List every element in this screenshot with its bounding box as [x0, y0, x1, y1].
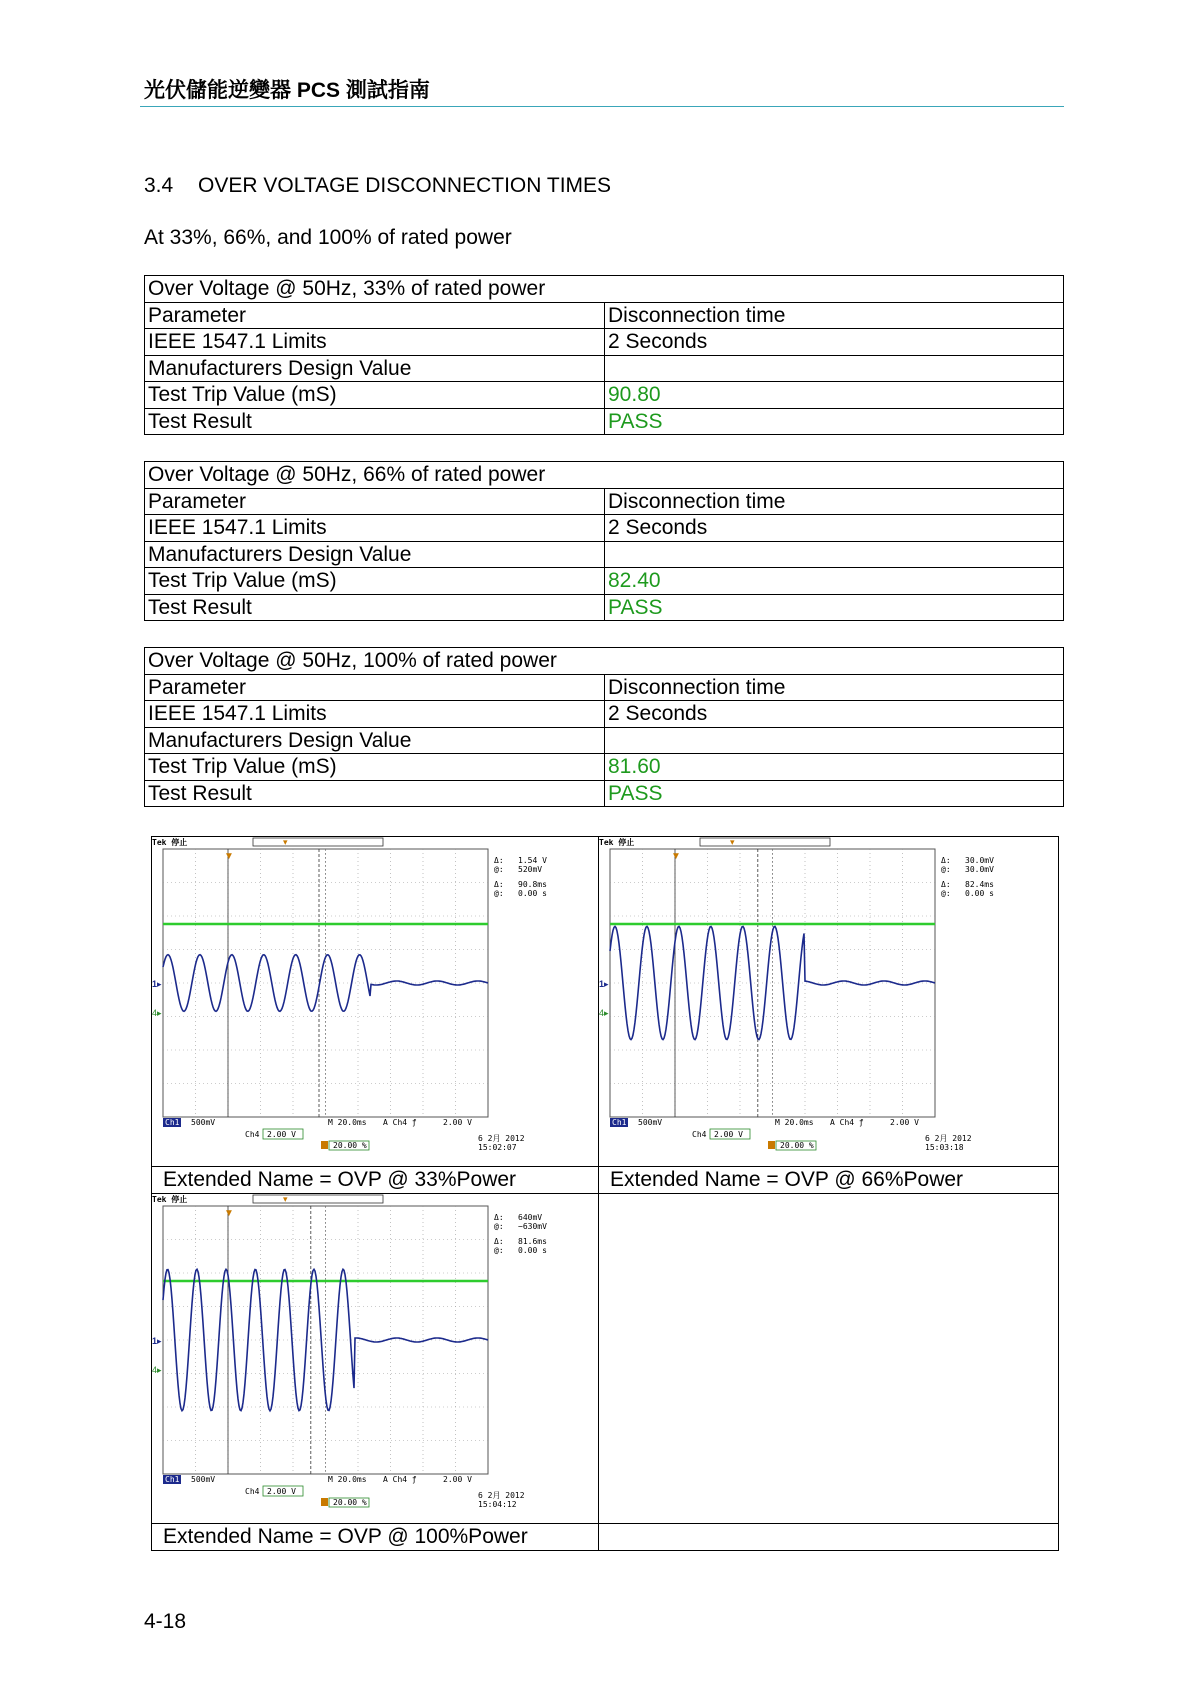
scope-cell-100: [152, 1193, 599, 1523]
horizontal-position: 20.00 %: [780, 1141, 814, 1150]
row-label: Parameter: [145, 674, 605, 701]
ch4-scale: 2.00 V: [267, 1130, 296, 1139]
oscilloscope-screenshot-100: [152, 1194, 598, 1522]
result-table-33: [144, 275, 1064, 435]
page-header-title: 光伏儲能逆變器 PCS 測試指南: [144, 79, 430, 102]
row-label: Parameter: [145, 488, 605, 515]
table-row: [145, 515, 1064, 542]
trigger-level: 2.00 V: [890, 1118, 919, 1127]
table-row: [145, 594, 1064, 621]
intro-text: At 33%, 66%, and 100% of rated power: [144, 226, 512, 249]
row-label: Test Result: [145, 594, 605, 621]
cursor-delta-time: 81.6ms: [518, 1236, 547, 1246]
row-label: Manufacturers Design Value: [145, 541, 605, 568]
row-label: IEEE 1547.1 Limits: [145, 701, 605, 728]
cursor-delta-time: 82.4ms: [965, 880, 994, 889]
ch4-scale: 2.00 V: [714, 1130, 743, 1139]
row-label: Manufacturers Design Value: [145, 355, 605, 382]
cursor-abs-label: @:: [494, 1221, 504, 1231]
table-row: [145, 780, 1064, 807]
row-value: 2 Seconds: [605, 701, 1064, 728]
cursor-delta-voltage: 30.0mV: [965, 856, 994, 865]
timebase: M 20.0ms: [775, 1118, 814, 1127]
trip-value: 90.80: [605, 382, 1064, 409]
section-number: 3.4: [144, 174, 174, 197]
cursor-delta-voltage: 1.54 V: [518, 856, 547, 865]
ch1-scale: 500mV: [191, 1474, 216, 1484]
position-icon: [321, 1498, 328, 1506]
row-label: Manufacturers Design Value: [145, 727, 605, 754]
test-result: PASS: [605, 780, 1064, 807]
row-label: IEEE 1547.1 Limits: [145, 515, 605, 542]
capture-time: 15:04:12: [478, 1499, 517, 1509]
ch1-scale: 500mV: [638, 1118, 663, 1127]
horizontal-position: 20.00 %: [333, 1497, 367, 1507]
record-bar: [253, 838, 383, 846]
scope-caption-100: Extended Name = OVP @ 100%Power: [152, 1523, 599, 1550]
timebase: M 20.0ms: [328, 1474, 367, 1484]
ch4-ground-marker: 4▸: [599, 1008, 609, 1018]
page-number: 4-18: [144, 1610, 187, 1633]
graticule: [610, 849, 935, 1117]
ch1-label: Ch1: [165, 1118, 180, 1127]
table-row: [145, 408, 1064, 435]
table-title: Over Voltage @ 50Hz, 66% of rated power: [145, 462, 1064, 489]
graticule: [163, 1206, 488, 1474]
scope-caption-33: Extended Name = OVP @ 33%Power: [152, 1166, 599, 1193]
ch4-ground-marker: 4▸: [152, 1008, 162, 1018]
table-row: [145, 382, 1064, 409]
scope-cell-empty: [599, 1193, 1059, 1523]
table-row: [145, 355, 1064, 382]
cursor-abs-label: @:: [494, 889, 504, 898]
record-marker: ▾: [283, 837, 288, 847]
row-value: Disconnection time: [605, 302, 1064, 329]
test-result: PASS: [605, 594, 1064, 621]
table-row: [145, 754, 1064, 781]
table-row: [145, 701, 1064, 728]
table-row: [145, 488, 1064, 515]
test-result: PASS: [605, 408, 1064, 435]
cursor-delta-voltage: 640mV: [518, 1212, 543, 1222]
cursor-delta-time: 90.8ms: [518, 880, 547, 889]
row-label: IEEE 1547.1 Limits: [145, 329, 605, 356]
result-table-100: [144, 647, 1064, 807]
table-row: [145, 568, 1064, 595]
trigger-marker: ▼: [224, 1207, 234, 1219]
table-title: Over Voltage @ 50Hz, 33% of rated power: [145, 276, 1064, 303]
cursor-delta-label: Δ:: [941, 856, 951, 865]
row-label: Test Trip Value (mS): [145, 754, 605, 781]
row-value: 2 Seconds: [605, 515, 1064, 542]
position-icon: [768, 1141, 775, 1149]
row-label: Test Trip Value (mS): [145, 568, 605, 595]
section-title: OVER VOLTAGE DISCONNECTION TIMES: [198, 174, 612, 197]
row-label: Test Result: [145, 408, 605, 435]
table-row: [145, 727, 1064, 754]
cursor-delta-label: Δ:: [494, 1212, 504, 1222]
ch1-ground-marker: 1▸: [152, 1335, 162, 1346]
graticule: [163, 849, 488, 1117]
capture-date: 6 2月 2012: [478, 1490, 525, 1500]
timebase: M 20.0ms: [328, 1118, 367, 1127]
record-bar: [700, 838, 830, 846]
row-value: Disconnection time: [605, 674, 1064, 701]
ch4-label: Ch4: [692, 1130, 707, 1139]
cursor-abs-label: @:: [494, 865, 504, 874]
record-bar: [253, 1195, 383, 1203]
table-row: [145, 302, 1064, 329]
oscilloscope-screenshot-66: [599, 837, 1058, 1165]
cursor-delta-label: Δ:: [494, 880, 504, 889]
row-value: [605, 355, 1064, 382]
trigger-source: A Ch4 ƒ: [830, 1118, 864, 1127]
section-heading: [144, 174, 611, 198]
record-marker: ▾: [283, 1193, 288, 1204]
row-value: 2 Seconds: [605, 329, 1064, 356]
trigger-marker: ▼: [671, 851, 681, 862]
ch4-ground-marker: 4▸: [152, 1364, 162, 1375]
row-label: Test Trip Value (mS): [145, 382, 605, 409]
cursor-delta-label: Δ:: [494, 856, 504, 865]
cursor-delta-label: Δ:: [494, 1236, 504, 1246]
table-title: Over Voltage @ 50Hz, 100% of rated power: [145, 648, 1064, 675]
trigger-level: 2.00 V: [443, 1474, 472, 1484]
ch4-label: Ch4: [245, 1486, 260, 1496]
position-icon: [321, 1141, 328, 1149]
cursor-abs-label: @:: [941, 865, 951, 874]
trigger-source: A Ch4 ƒ: [383, 1474, 417, 1484]
cursor-abs-time: 0.00 s: [518, 1245, 547, 1255]
horizontal-position: 20.00 %: [333, 1141, 367, 1150]
ch1-label: Ch1: [612, 1118, 627, 1127]
row-value: [605, 541, 1064, 568]
trip-value: 82.40: [605, 568, 1064, 595]
scope-cell-33: [152, 837, 599, 1167]
scope-figure-grid: [151, 836, 1059, 1551]
capture-time: 15:02:07: [478, 1143, 517, 1152]
row-value: Disconnection time: [605, 488, 1064, 515]
scope-caption-empty: [599, 1523, 1059, 1550]
cursor-abs-voltage: 520mV: [518, 865, 543, 874]
record-marker: ▾: [730, 837, 735, 847]
scope-cell-66: [599, 837, 1059, 1167]
cursor-abs-label: @:: [494, 1245, 504, 1255]
cursor-abs-label: @:: [941, 889, 951, 898]
row-value: [605, 727, 1064, 754]
ch1-label: Ch1: [165, 1474, 180, 1484]
capture-time: 15:03:18: [925, 1143, 964, 1152]
capture-date: 6 2月 2012: [478, 1134, 525, 1143]
trigger-level: 2.00 V: [443, 1118, 472, 1127]
ch1-ground-marker: 1▸: [599, 979, 609, 989]
ch1-scale: 500mV: [191, 1118, 216, 1127]
scope-caption-66: Extended Name = OVP @ 66%Power: [599, 1166, 1059, 1193]
scope-status-label: Tek 停止: [599, 838, 635, 847]
cursor-abs-voltage: −630mV: [518, 1221, 547, 1231]
cursor-abs-time: 0.00 s: [965, 889, 994, 898]
trip-value: 81.60: [605, 754, 1064, 781]
trigger-marker: ▼: [224, 851, 234, 862]
trigger-source: A Ch4 ƒ: [383, 1118, 417, 1127]
ch4-scale: 2.00 V: [267, 1486, 296, 1496]
oscilloscope-screenshot-33: [152, 837, 598, 1165]
ch4-label: Ch4: [245, 1130, 260, 1139]
scope-status-label: Tek 停止: [152, 1194, 188, 1204]
scope-status-label: Tek 停止: [152, 838, 188, 847]
table-row: [145, 329, 1064, 356]
row-label: Parameter: [145, 302, 605, 329]
capture-date: 6 2月 2012: [925, 1134, 972, 1143]
ch1-ground-marker: 1▸: [152, 979, 162, 989]
cursor-abs-voltage: 30.0mV: [965, 865, 994, 874]
row-label: Test Result: [145, 780, 605, 807]
cursor-delta-label: Δ:: [941, 880, 951, 889]
table-row: [145, 541, 1064, 568]
table-row: [145, 674, 1064, 701]
header-divider: [140, 106, 1064, 107]
result-table-66: [144, 461, 1064, 621]
cursor-abs-time: 0.00 s: [518, 889, 547, 898]
